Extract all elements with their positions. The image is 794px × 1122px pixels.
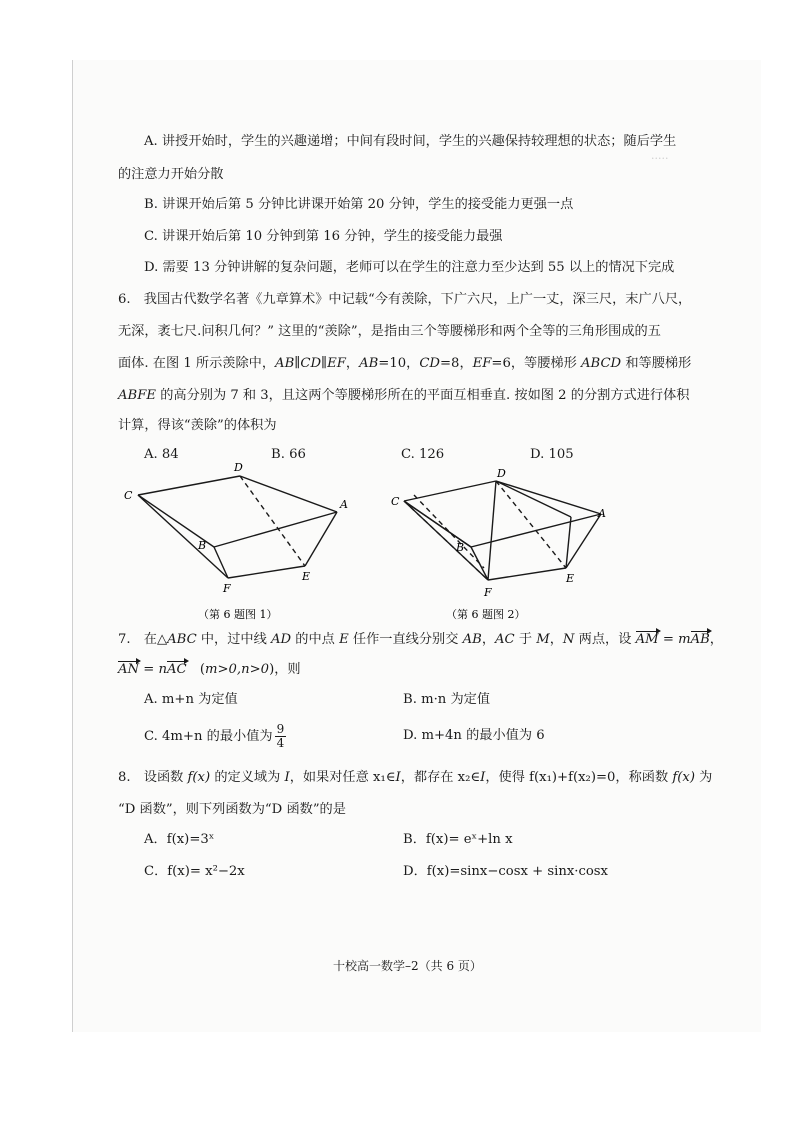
q5-option-c: C. 讲课开始后第 10 分钟到第 16 分钟，学生的接受能力最强 (144, 229, 503, 244)
fig2-label-c: C (391, 495, 400, 508)
q6-option-c: C. 126 (401, 447, 445, 462)
q7-line1: 7. 在△ABC 中，过中线 AD 的中点 E 任作一直线分别交 AB，AC 于 M，N 两点，设 AM = mAB， (118, 630, 723, 650)
q6-line1: 6. 我国古代数学名著《九章算术》中记载“今有羡除，下广六尺，上广一丈，深三尺，末广八尺， (118, 292, 692, 307)
fig1-label-c: C (124, 489, 133, 502)
q6-line4: ABFE 的高分别为 7 和 3，且这两个等腰梯形所在的平面互相垂直. 按如图 2 的分割方式进行体积 (118, 388, 690, 403)
q6-option-d: D. 105 (530, 447, 574, 462)
q5-option-a-line2: 的注意力开始分散 (118, 167, 224, 182)
q6-option-b: B. 66 (271, 447, 306, 462)
q7-line2: AN = nAC (m>0,n>0)，则 (118, 660, 301, 680)
q8-option-c: C．f(x)= x²−2x (144, 864, 245, 879)
fraction-nine-fourths: $\frac{9}{4}$ (276, 722, 285, 750)
q6-figure-2 (380, 455, 625, 625)
fig2-label-f: F (484, 586, 492, 599)
q6-option-a: A. 84 (144, 447, 179, 462)
vector-an: AN (118, 660, 139, 680)
vector-ab: AB (691, 630, 710, 650)
fig2-label-a: A (598, 507, 606, 520)
q6-figure-1 (110, 455, 370, 625)
fig1-label-d: D (234, 461, 243, 474)
q6-line3: 面体. 在图 1 所示羡除中，AB∥CD∥EF，AB=10，CD=8，EF=6，等腰梯形 ABCD 和等腰梯形 (118, 356, 692, 371)
fig1-label-a: A (340, 498, 348, 511)
q5-option-b: B. 讲课开始后第 5 分钟比讲课开始第 20 分钟，学生的接受能力更强一点 (144, 197, 574, 212)
fig2-label-b: B (456, 541, 465, 554)
fig1-label-b: B (198, 539, 207, 552)
fig1-caption: （第 6 题图 1） (198, 608, 278, 621)
q8-line2: “D 函数”，则下列函数为“D 函数”的是 (118, 802, 346, 817)
q8-option-b: B．f(x)= eˣ+ln x (403, 832, 513, 847)
vector-am: AM (636, 630, 659, 650)
q8-option-a: A．f(x)=3ˣ (144, 832, 215, 847)
fig1-label-f: F (223, 582, 231, 595)
q7-option-b: B. m·n 为定值 (403, 692, 491, 707)
q5-option-d: D. 需要 13 分钟讲解的复杂问题，老师可以在学生的注意力至少达到 55 以上的情况下完成 (144, 260, 675, 275)
fig2-caption: （第 6 题图 2） (446, 608, 526, 621)
q7-option-c: C. 4m+n 的最小值为 $\frac{9}{4}$ (144, 722, 285, 750)
bleed-through-text: ····· (640, 152, 669, 165)
q8-line1: 8. 设函数 f(x) 的定义域为 I，如果对任意 x₁∈I，都存在 x₂∈I，使得 f(x₁)+f(x₂)=0，称函数 f(x) 为 (118, 770, 713, 785)
q7-option-d: D. m+4n 的最小值为 6 (403, 728, 545, 743)
page-footer: 十校高一数学–2（共 6 页） (333, 959, 482, 973)
q8-option-d: D．f(x)=sinx−cosx + sinx·cosx (403, 864, 608, 879)
q6-line2: 无深，袤七尺.问积几何？” 这里的“羡除”，是指由三个等腰梯形和两个全等的三角形围成的五 (118, 324, 661, 339)
q7-option-a: A. m+n 为定值 (144, 692, 238, 707)
vector-ac: AC (167, 660, 187, 680)
q6-line5: 计算，得该“羡除”的体积为 (118, 418, 277, 433)
fig1-label-e: E (302, 570, 311, 583)
fig2-label-e: E (566, 572, 575, 585)
q5-option-a-line1: A. 讲授开始时，学生的兴趣递增；中间有段时间，学生的兴趣保持较理想的状态；随后学生 (144, 134, 677, 149)
fig2-label-d: D (497, 467, 506, 480)
